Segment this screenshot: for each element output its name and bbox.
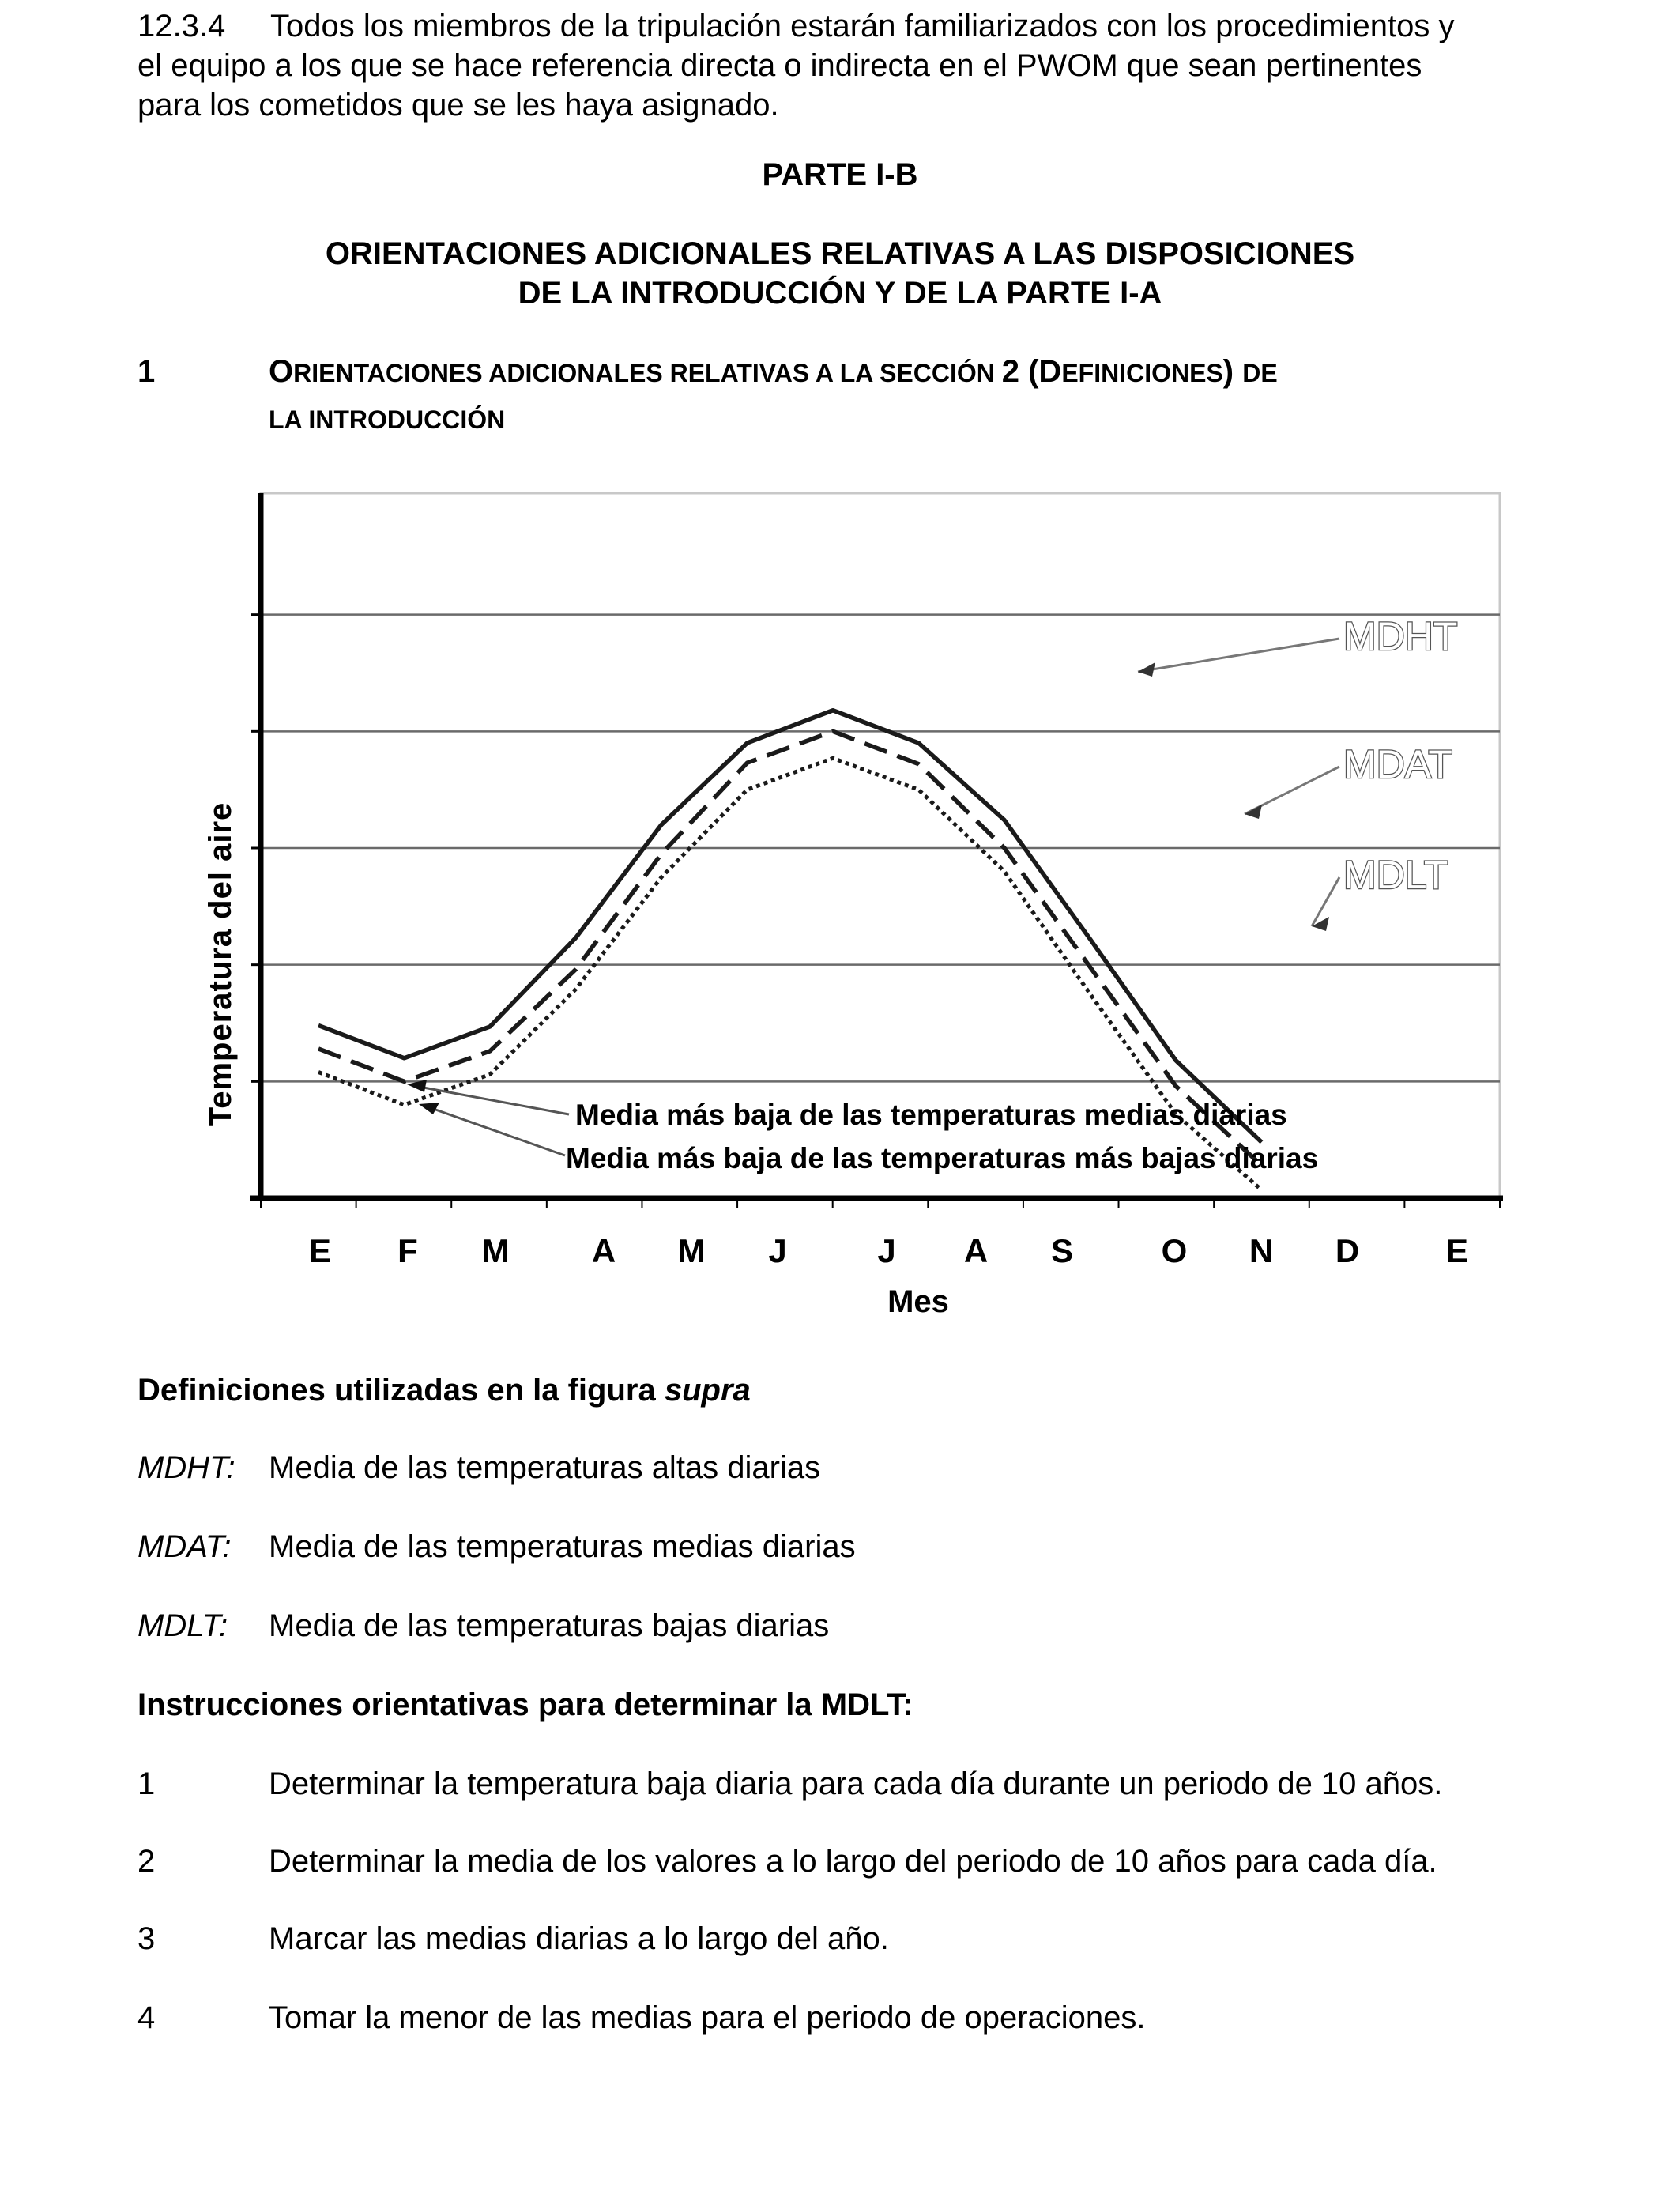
definition-item [137, 1606, 829, 1646]
intro-line-1 [137, 6, 1560, 46]
annotation-leader [427, 1106, 565, 1155]
sc-rest-1: RIENTACIONES ADICIONALES RELATIVAS A LA SECCIÓN [293, 359, 1002, 387]
intro-text-1: Todos los miembros de la tripulación estarán familiarizados con los procedimientos y [270, 9, 1455, 43]
annotation-label: Media más baja de las temperaturas medias diarias [575, 1099, 1287, 1131]
chart-labels [309, 614, 1468, 1269]
definition-text: Media de las temperaturas altas diarias [269, 1450, 821, 1485]
sc-paren: ) [1222, 354, 1243, 389]
definitions-heading [137, 1370, 751, 1410]
x-tick-label: E [308, 1232, 332, 1269]
definition-text: Media de las temperaturas medias diarias [269, 1529, 856, 1564]
intro-line-2: el equipo a los que se hace referencia directa o indirecta en el PWOM que sean pertinentes [137, 48, 1422, 83]
x-tick-label: M [677, 1232, 706, 1269]
instruction-step [137, 1764, 1442, 1804]
annotation-label: Media más baja de las temperaturas más bajas diarias [566, 1142, 1319, 1174]
definition-term: MDAT: [137, 1529, 232, 1564]
x-tick-label: M [481, 1232, 510, 1269]
step-text: Marcar las medias diarias a lo largo del año. [269, 1921, 889, 1956]
x-tick-label: A [963, 1232, 989, 1269]
main-title-line-2: DE LA INTRODUCCIÓN Y DE LA PARTE I-A [518, 276, 1162, 311]
definition-term: MDHT: [137, 1450, 235, 1485]
x-tick-label: S [1050, 1232, 1074, 1269]
y-axis-label: Temperatura del aire [203, 801, 238, 1127]
section-heading [269, 351, 1612, 440]
step-text: Tomar la menor de las medias para el periodo de operaciones. [269, 2000, 1146, 2035]
series-label-mdat: MDAT [1343, 742, 1452, 786]
instructions-heading: Instrucciones orientativas para determinar la MDLT: [137, 1687, 913, 1722]
x-tick-label: O [1161, 1232, 1188, 1269]
intro-paragraph [137, 6, 1560, 125]
sc-cap-2d: 2 (D [1001, 354, 1062, 389]
part-title: PARTE I-B [762, 157, 918, 192]
step-number: 2 [137, 1844, 156, 1879]
section-number: 1 [137, 354, 156, 389]
x-tick-label: N [1249, 1232, 1274, 1269]
definition-term: MDLT: [137, 1608, 228, 1643]
step-text: Determinar la media de los valores a lo largo del periodo de 10 años para cada día. [269, 1844, 1437, 1879]
leader-arrowhead [1138, 662, 1155, 677]
x-tick-label: E [1445, 1232, 1469, 1269]
x-tick-label: D [1335, 1232, 1360, 1269]
definitions-heading-italic: supra [664, 1373, 751, 1408]
definitions-heading-text: Definiciones utilizadas en la figura [137, 1373, 665, 1408]
annotation-arrowhead [419, 1103, 439, 1114]
main-title-line-1: ORIENTACIONES ADICIONALES RELATIVAS A LAS DISPOSICIONES [325, 236, 1355, 271]
instruction-step [137, 1842, 1437, 1881]
intro-number: 12.3.4 [137, 9, 226, 43]
series-label-mdht: MDHT [1343, 614, 1458, 658]
x-axis-label: Mes [887, 1284, 949, 1319]
series-leader-line [1138, 639, 1339, 672]
definition-item [137, 1527, 856, 1566]
definition-text: Media de las temperaturas bajas diarias [269, 1608, 830, 1643]
sc-cap-o: O [269, 354, 294, 389]
definition-item [137, 1448, 820, 1487]
x-tick-label: J [877, 1232, 896, 1269]
series-label-mdlt: MDLT [1343, 853, 1448, 897]
instruction-step [137, 1998, 1146, 2038]
intro-line-3: para los cometidos que se les haya asignado. [137, 88, 779, 123]
x-tick-label: F [397, 1232, 418, 1269]
step-number: 4 [137, 2000, 156, 2035]
sc-rest-2: EFINICIONES [1061, 359, 1223, 387]
x-tick-label: A [591, 1232, 616, 1269]
step-number: 1 [137, 1766, 156, 1801]
section-heading-line-2: LA INTRODUCCIÓN [269, 405, 506, 434]
sc-de: DE [1242, 359, 1278, 387]
step-text: Determinar la temperatura baja diaria para cada día durante un periodo de 10 años. [269, 1766, 1443, 1801]
step-number: 3 [137, 1921, 156, 1956]
temperature-chart [0, 474, 1680, 1344]
main-title [0, 234, 1680, 313]
x-tick-label: J [768, 1232, 787, 1269]
instruction-step [137, 1919, 889, 1958]
section-heading-line-1 [269, 351, 1612, 399]
